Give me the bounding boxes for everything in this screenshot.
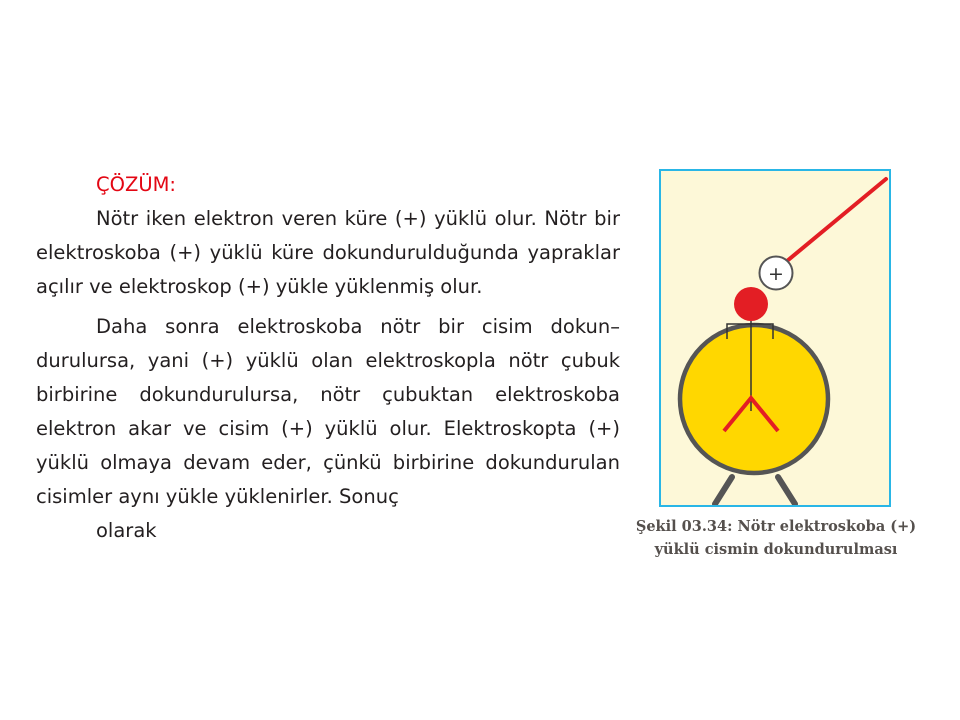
electroscope-knob — [734, 287, 768, 321]
solution-paragraph-1: Nötr iken elektron veren küre (+) yüklü olur. Nötr bir elektroskoba (+) yüklü küre dokundurulduğunda yapraklar açılır ve elektroskop (+) yükle yüklenmiş olur. — [36, 207, 620, 298]
solution-text — [36, 168, 620, 548]
solution-paragraph-2 — [36, 310, 620, 548]
solution-paragraph-2-end: olarak — [96, 519, 157, 542]
caption-line-1: Şekil 03.34: Nötr elektroskoba (+) — [635, 518, 917, 535]
left-foot — [715, 477, 732, 504]
electroscope-figure — [659, 169, 891, 507]
electroscope-diagram — [661, 171, 889, 505]
charge-symbol: + — [768, 263, 784, 285]
caption-line-2: yüklü cismin dokundurulması — [654, 541, 898, 558]
right-foot — [778, 477, 795, 504]
solution-paragraph-2-body: Daha sonra elektroskoba nötr bir cisim dokun–durulursa, yani (+) yüklü olan elektroskopla nötr çubuk birbirine dokundurulursa, nötr çubuktan elektroskoba elektron akar ve cisim (+) yüklü olur. Elektroskopta (+) yüklü olmaya devam eder, çünkü birbirine dokundurulan cisimler aynı yükle yüklenirler. Sonuç — [36, 315, 620, 508]
charged-rod — [787, 179, 886, 261]
figure-caption — [626, 515, 926, 561]
solution-heading: ÇÖZÜM: — [96, 173, 176, 196]
